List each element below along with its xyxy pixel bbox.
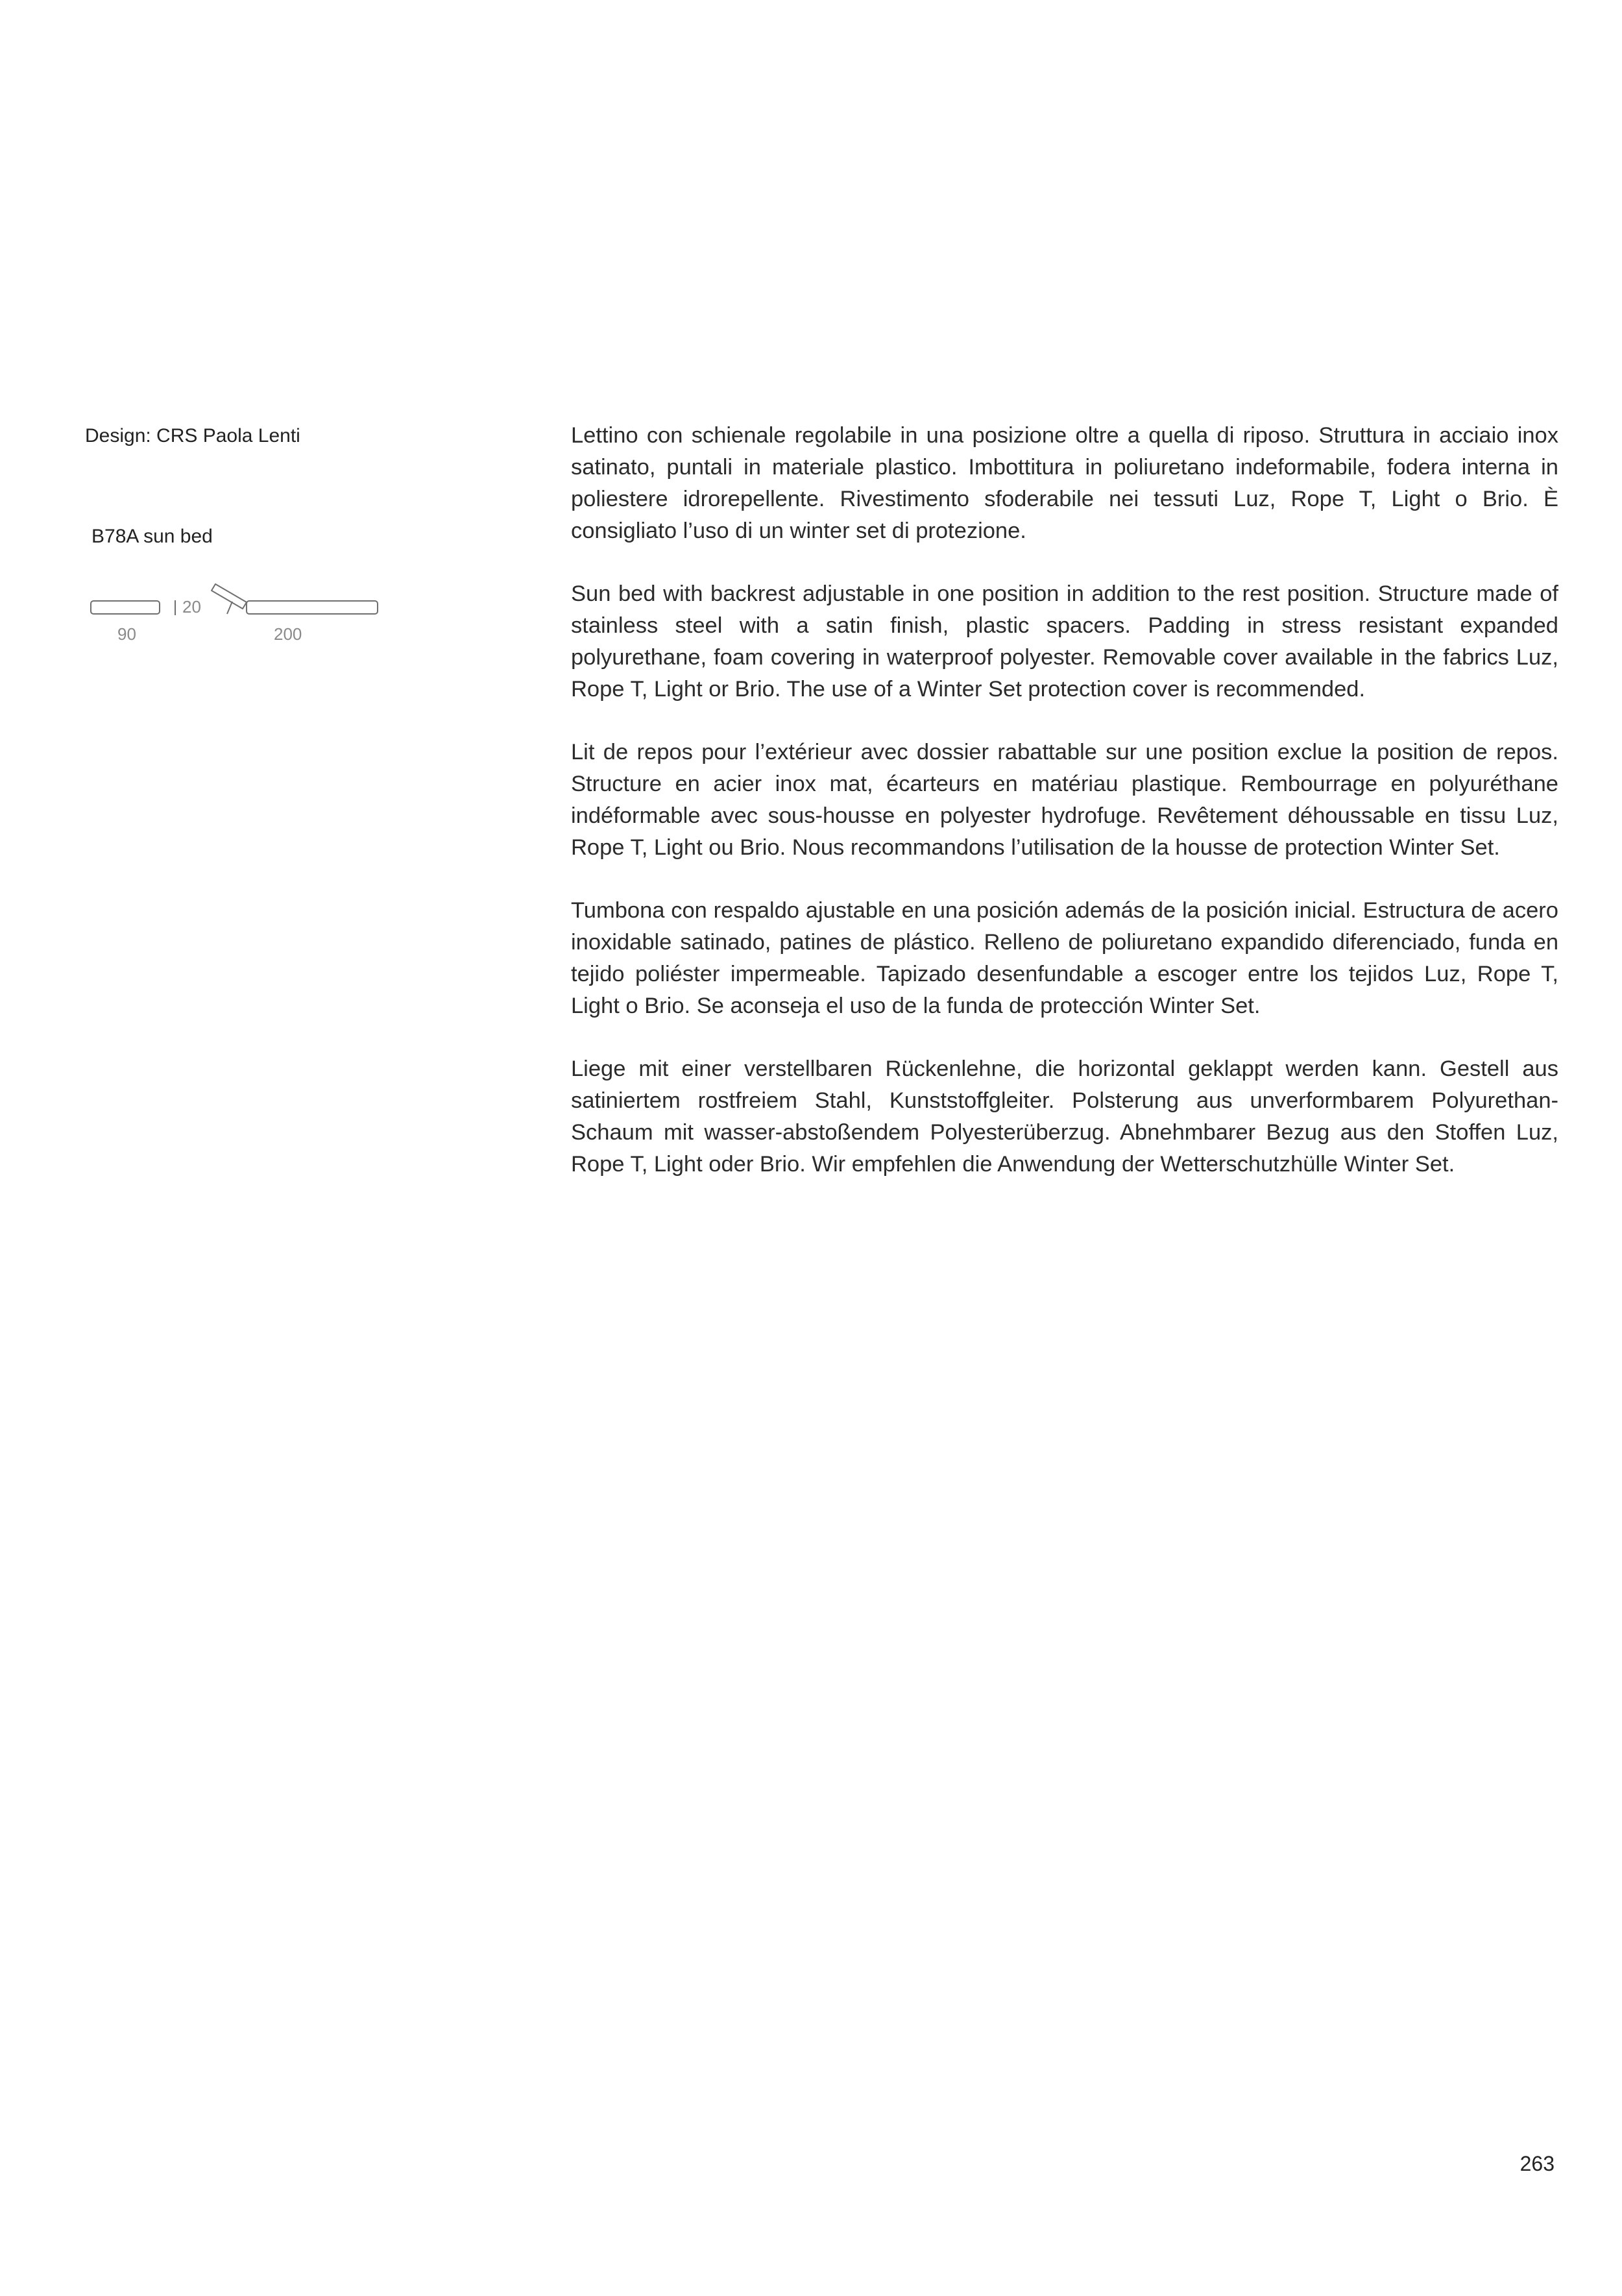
description-french: Lit de repos pour l’extérieur avec dossier rabattable sur une position exclue la position de repos. Structure en acier inox mat, écarteurs en matériau plastique. Rembourrage en polyuréthane indéformable avec sous-housse en polyester hydrofuge. Revêtement déhoussable en tissu Luz, Rope T, Light ou Brio. Nous recommandons l’utilisation de la housse de protection Winter Set. [571,740,1558,860]
support-strut [227,602,232,614]
description-english: Sun bed with backrest adjustable in one position in addition to the rest position. Structure made of stainless steel with a satin finish, plastic spacers. Padding in stress resistant expanded polyurethane, foam covering in waterproof polyester. Removable cover available in the fabrics Luz, Rope T, Light or Brio. The use of a Winter Set protection cover is recommended. [571,581,1558,702]
description-column [571,420,1558,1212]
page-number: 263 [1519,2152,1555,2175]
description-spanish: Tumbona con respaldo ajustable en una posición además de la posición inicial. Estructura de acero inoxidable satinado, patines de plástico. Relleno de poliuretano expandido diferenciado, funda en tejido poliéster impermeable. Tapizado desenfundable a escoger entre los tejidos Luz, Rope T, Light o Brio. Se aconseja el uso de la funda de protección Winter Set. [571,898,1558,1018]
product-name: B78A sun bed [91,526,213,547]
seat-outline [247,601,378,614]
dimension-length: 200 [274,624,302,644]
description-german: Liege mit einer verstellbaren Rückenlehne, die horizontal geklappt werden kann. Gestell aus satiniertem rostfreiem Stahl, Kunststoffgleiter. Polsterung aus unverformbarem Polyurethan-Schaum mit wasser-abstoßendem Polyesterüberzug. Abnehmbarer Bezug aus den Stoffen Luz, Rope T, Light oder Brio. Wir empfehlen die Anwendung der Wetterschutzhülle Winter Set. [571,1056,1558,1177]
dimension-height: 20 [182,597,201,617]
dimension-width: 90 [117,624,136,644]
front-view-outline [91,601,160,614]
backrest-outline [212,584,247,609]
description-italian: Lettino con schienale regolabile in una posizione oltre a quella di riposo. Struttura in acciaio inox satinato, puntali in materiale plastico. Imbottitura in poliuretano indeformabile, fodera interna in poliestere idrorepellente. Rivestimento sfoderabile nei tessuti Luz, Rope T, Light o Brio. È consigliato l’uso di un winter set di protezione. [571,423,1558,543]
designer-credit: Design: CRS Paola Lenti [85,425,300,446]
